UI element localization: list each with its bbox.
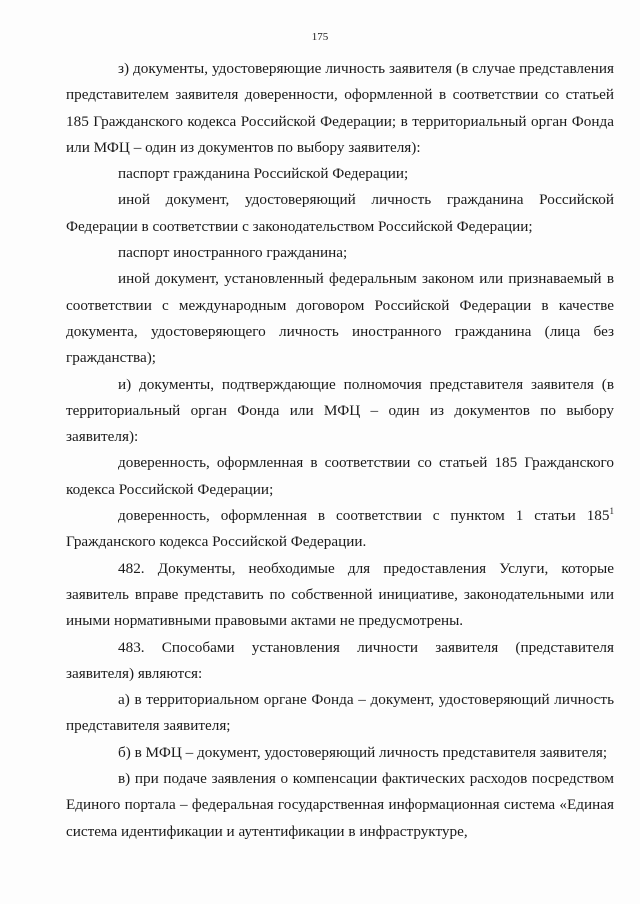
page-number: 175 xyxy=(311,31,329,43)
paragraph-power-of-attorney-185-1 xyxy=(66,503,614,556)
paragraph-other-id-rf: иной документ, удостоверяющий личность гражданина Российской Федерации в соответствии с законодательством Российской Федерации; xyxy=(66,191,614,235)
paragraph-power-of-attorney-185: доверенность, оформленная в соответствии со статьей 185 Гражданского кодекса Российской Федерации; xyxy=(66,454,614,498)
paragraph-text: Гражданского кодекса Российской Федерации. xyxy=(66,533,367,551)
document-body xyxy=(66,56,614,845)
paragraph-482: 482. Документы, необходимые для предоставления Услуги, которые заявитель вправе представить по собственной инициативе, законодательными или иными нормативными правовыми актами не предусмотрены. xyxy=(66,559,614,630)
paragraph-item-v: в) при подаче заявления о компенсации фактических расходов посредством Единого портала – федеральная государственная информационная система «Единая система идентификации и аутентификации в инфраструктуре, xyxy=(66,770,614,840)
paragraph-passport-rf: паспорт гражданина Российской Федерации; xyxy=(118,165,409,183)
footnote-superscript: 1 xyxy=(609,506,614,517)
paragraph-item-b: б) в МФЦ – документ, удостоверяющий личность представителя заявителя; xyxy=(118,743,608,761)
paragraph-foreign-passport: паспорт иностранного гражданина; xyxy=(118,244,348,262)
paragraph-483: 483. Способами установления личности заявителя (представителя заявителя) являются: xyxy=(66,638,614,682)
paragraph-text: доверенность, оформленная в соответствии с пунктом 1 статьи 185 xyxy=(118,507,610,525)
paragraph-item-i: и) документы, подтверждающие полномочия представителя заявителя (в территориальный орган Фонда или МФЦ – один из документов по выбору заявителя): xyxy=(66,375,614,446)
paragraph-other-id-foreign: иной документ, установленный федеральным законом или признаваемый в соответствии с международным договором Российской Федерации в качестве документа, удостоверяющего личность иностранного гражданина (лица без гражданства); xyxy=(66,270,614,367)
paragraph-item-a: а) в территориальном органе Фонда – документ, удостоверяющий личность представителя заявителя; xyxy=(66,691,614,735)
paragraph-item-z: з) документы, удостоверяющие личность заявителя (в случае представления представителем заявителя доверенности, оформленной в соответствии со статьей 185 Гражданского кодекса Российской Федерации; в территориальный орган Фонда или МФЦ – один из документов по выбору заявителя): xyxy=(66,60,614,156)
